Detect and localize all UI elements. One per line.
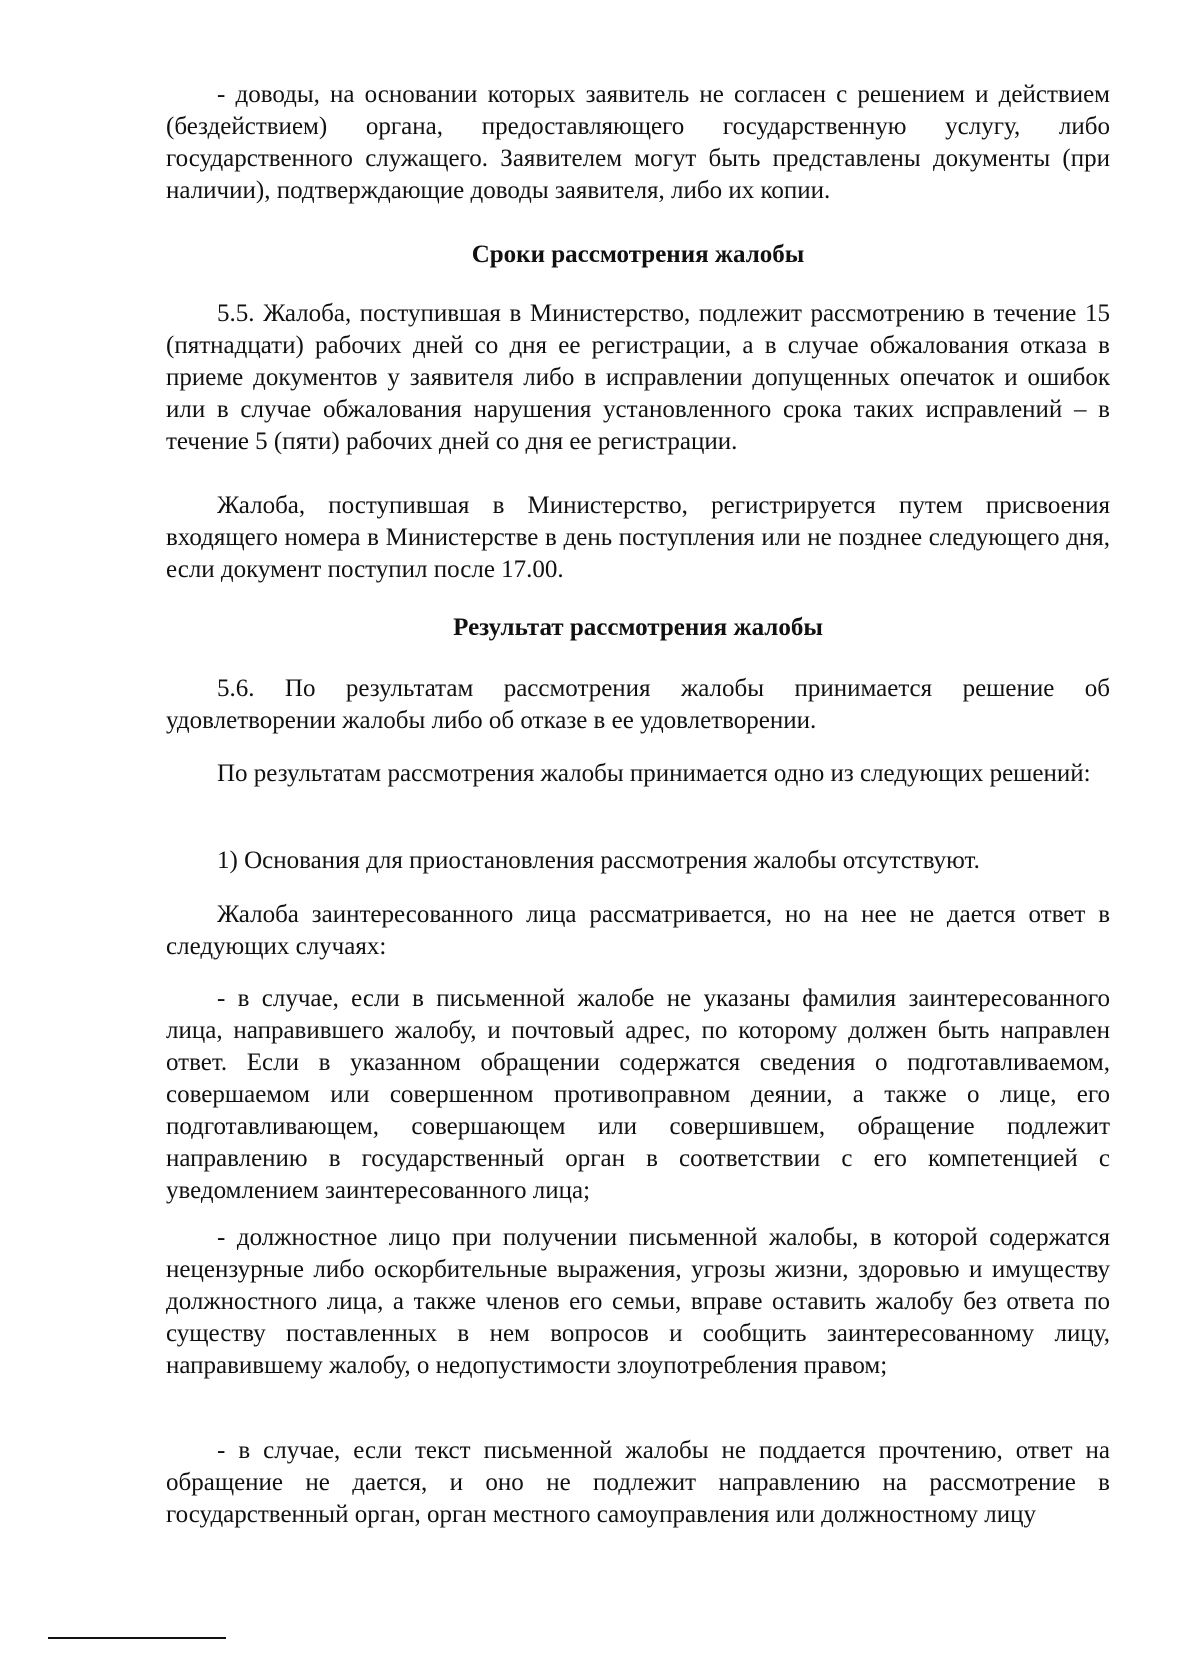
paragraph-item-1: 1) Основания для приостановления рассмотрения жалобы отсутствуют. [217,847,980,874]
paragraph-case-no-name: - в случае, если в письменной жалобе не указаны фамилия заинтересованного лица, направившего жалобу, и почтовый адрес, по которому должен быть направлен ответ. Если в указанном обращении содержатся сведения о подготавливаемом, совершаемом или совершенном противоправном деянии, а также о лице, его подготавливающем, совершающем или совершившем, обращение подлежит направлению в государственный орган в соответствии с его компетенцией с уведомлением заинтересованного лица; [166,985,1110,1204]
paragraph-registration: Жалоба, поступившая в Министерство, регистрируется путем присвоения входящего номера в Министерстве в день поступления или не позднее следующего дня, если документ поступил после 17.00. [166,492,1110,583]
paragraph-case-obscene: - должностное лицо при получении письменной жалобы, в которой содержатся нецензурные либо оскорбительные выражения, угрозы жизни, здоровью и имуществу должностного лица, а также членов его семьи, вправе оставить жалобу без ответа по существу поставленных в нем вопросов и сообщить заинтересованному лицу, направившему жалобу, о недопустимости злоупотребления правом; [166,1224,1110,1379]
paragraph-5-6: 5.6. По результатам рассмотрения жалобы принимается решение об удовлетворении жалобы либо об отказе в ее удовлетворении. [166,675,1110,734]
paragraph-5-5: 5.5. Жалоба, поступившая в Министерство, подлежит рассмотрению в течение 15 (пятнадцати) рабочих дней со дня ее регистрации, а в случае обжалования отказа в приеме документов у заявителя либо в исправлении допущенных опечаток и ошибок или в случае обжалования нарушения установленного срока таких исправлений – в течение 5 (пяти) рабочих дней со дня ее регистрации. [166,300,1110,455]
paragraph-no-answer: Жалоба заинтересованного лица рассматривается, но на нее не дается ответ в следующих случаях: [166,901,1110,960]
heading-review-result: Результат рассмотрения жалобы [453,614,823,641]
paragraph-arguments: - доводы, на основании которых заявитель не согласен с решением и действием (бездействием) органа, предоставляющего государственную услугу, либо государственного служащего. Заявителем могут быть представлены документы (при наличии), подтверждающие доводы заявителя, либо их копии. [166,81,1110,204]
heading-review-terms: Сроки рассмотрения жалобы [471,241,805,268]
paragraph-case-unreadable: - в случае, если текст письменной жалобы не поддается прочтению, ответ на обращение не дается, и оно не подлежит направлению на рассмотрение в государственный орган, орган местного самоуправления или должностному лицу [166,1437,1110,1528]
paragraph-decisions: По результатам рассмотрения жалобы принимается одно из следующих решений: [217,760,1091,787]
footnote-separator-line [48,1637,226,1639]
